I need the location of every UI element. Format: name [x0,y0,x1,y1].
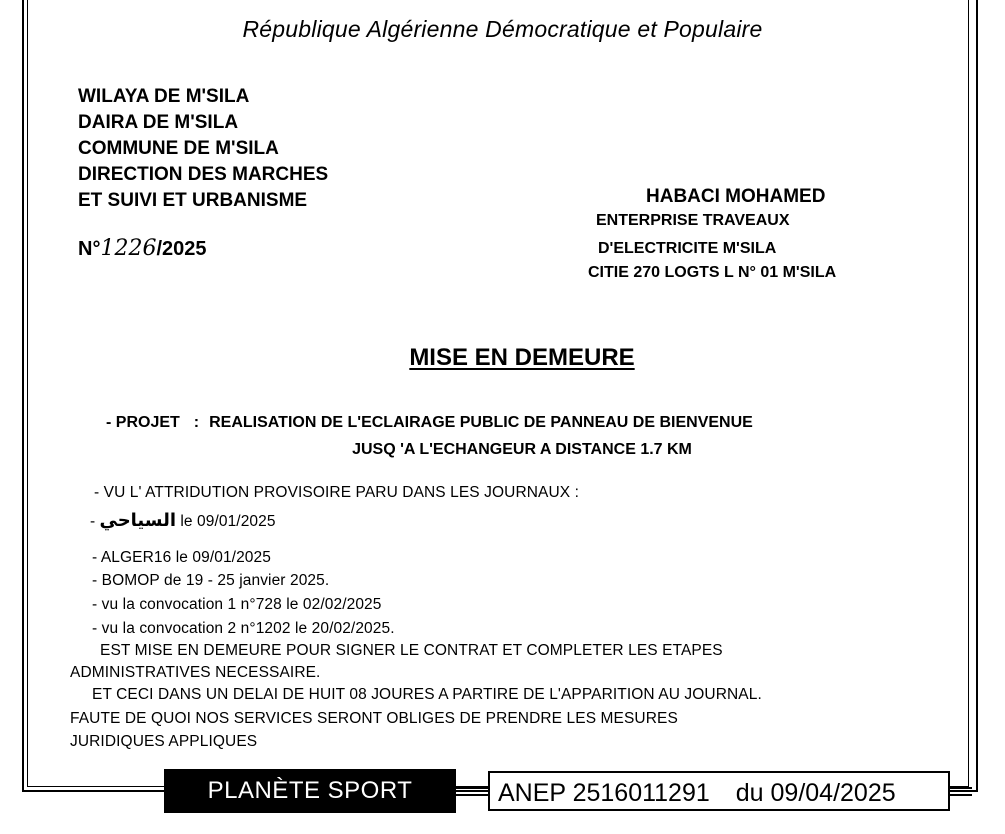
delai-line-3: JURIDIQUES APPLIQUES [70,733,258,750]
project-description: REALISATION DE L'ECLAIRAGE PUBLIC DE PANNEAU DE BIENVENUE [209,414,753,431]
recipient-company: ENTERPRISE TRAVEAUX [596,212,790,229]
frame-inner-left-line [27,0,28,786]
demeure-line-1: EST MISE EN DEMEURE POUR SIGNER LE CONTRAT ET COMPLETER LES ETAPES [100,642,723,659]
ref-handwritten-number: 1226 [100,236,157,261]
recipient-address: CITIE 270 LOGTS L N° 01 M'SILA [588,264,837,281]
publication-badge: PLANÈTE SPORT [164,769,456,813]
attribution-text: - VU L' ATTRIDUTION PROVISOIRE PARU DANS LES JOURNAUX : [94,484,580,501]
delai-line-2: FAUTE DE QUOI NOS SERVICES SERONT OBLIGES DE PRENDRE LES MESURES [70,710,678,727]
project-line-1 [106,414,753,432]
footer-connector-left [456,787,488,796]
ref-year: /2025 [156,238,207,260]
journal-arabic-dash: - [90,513,96,530]
recipient-name: HABACI MOHAMED [646,186,826,207]
administration-block [78,84,328,214]
journal-arabic-line [90,510,276,531]
admin-service: ET SUIVI ET URBANISME [78,190,308,211]
demeure-line-2: ADMINISTRATIVES NECESSAIRE. [70,664,321,681]
ref-prefix: N° [78,238,101,260]
recipient-company-sector: D'ELECTRICITE M'SILA [598,240,777,257]
journal-arabic-name: السياحي [99,510,177,531]
project-colon: : [193,414,200,431]
publication-footer [0,769,1005,819]
convocation-2: - vu la convocation 2 n°1202 le 20/02/2025. [92,620,395,637]
anep-date: du 09/04/2025 [735,779,896,807]
admin-commune: COMMUNE DE M'SILA [78,138,279,159]
admin-daira: DAIRA DE M'SILA [78,112,239,133]
republic-header: République Algérienne Démocratique et Populaire [242,16,763,42]
anep-number: ANEP 2516011291 [498,779,710,807]
document-title: MISE EN DEMEURE [409,344,635,371]
convocation-1: - vu la convocation 1 n°728 le 02/02/2025 [92,596,382,613]
journal-alger16: - ALGER16 le 09/01/2025 [92,549,271,566]
admin-wilaya: WILAYA DE M'SILA [78,86,250,107]
project-label: - PROJET [106,414,180,431]
delai-line-1: ET CECI DANS UN DELAI DE HUIT 08 JOURES A PARTIRE DE L'APPARITION AU JOURNAL. [92,686,762,703]
reference-number [78,236,207,261]
journal-arabic-date: le 09/01/2025 [180,513,276,530]
frame-inner-right-line [968,0,969,786]
journal-bomop: - BOMOP de 19 - 25 janvier 2025. [92,572,330,589]
footer-connector-right [950,787,972,796]
admin-direction: DIRECTION DES MARCHES [78,164,329,185]
project-line-2: JUSQ 'A L'ECHANGEUR A DISTANCE 1.7 KM [352,441,692,458]
anep-reference-box [488,771,950,811]
